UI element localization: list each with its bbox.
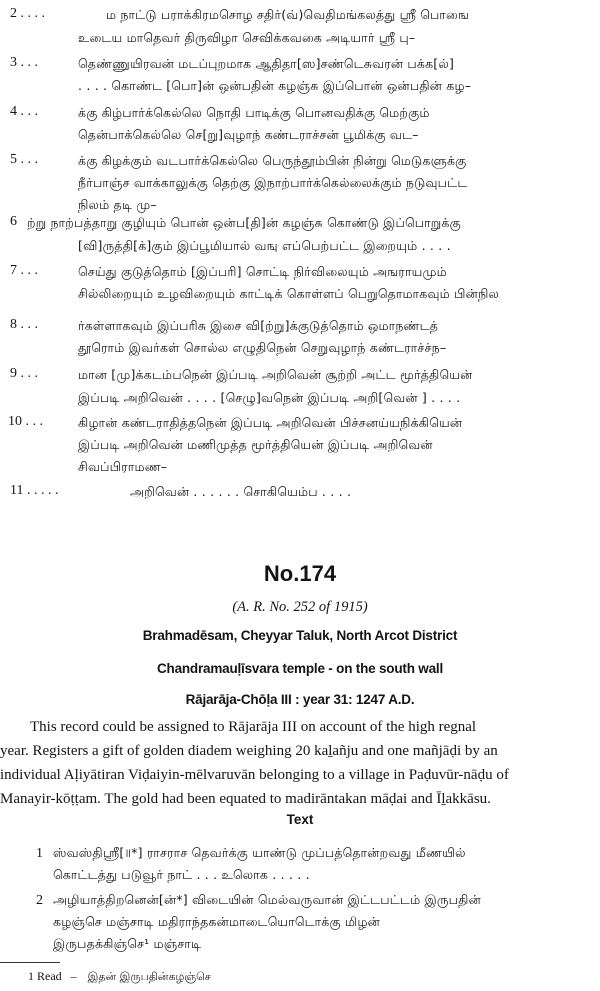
tamil-line: ஸ்வஸ்திஸ்ரீ[॥*] ராசராச தெவர்க்கு யாண்டு முப்பத்தொன்றவது மீணயில் — [53, 845, 466, 860]
summary-line: This record could be assigned to Rājarāja III on account of the high regnal — [30, 719, 477, 735]
tamil-line: கழஞ்செ மஞ்சாடி மதிராந்தகன்மாடையொடொக்கு மிழன் — [53, 914, 380, 929]
tamil-line: உடைய மாதெவர் திருவிழா செவிக்கவகை அடியார் ஸ்ரீ பு– — [78, 30, 416, 45]
record-king-date: Rājarāja-Chōḷa III : year 31: 1247 A.D. — [185, 692, 415, 707]
tamil-line: தூரொம் இவர்கள் சொல்ல எழுதிநென் செறுவுழாந் கண்டராச்ச்ந– — [78, 340, 447, 355]
tamil-line: நீர்பாஞ்ச வாக்காலுக்கு தெற்கு இநாற்பார்க்கெல்லைக்கும் நடுவுபட்ட — [78, 175, 468, 190]
summary-line: Manayir-kōṭṭam. The gold had been equated to madirāntakan māḍai and Īḻakkāsu. — [0, 791, 491, 807]
tamil-line: தென்பாக்கெல்லெ செ[று]வுழாந் கண்டராச்சன் பூமிக்கு வட– — [78, 127, 419, 142]
tamil-line: . . . . கொண்ட [பொ]ன் ஒன்பதின் கழஞ்சு இப்பொன் ஒன்பதின் கழ– — [78, 78, 472, 93]
line-number: 8 . . . — [10, 317, 38, 332]
tamil-line: இருபதக்கிஞ்செ¹ மஞ்சாடி — [53, 936, 202, 951]
tamil-line: [வி]ருத்தி[க்]கும் இப்பூமியால் வஙு எப்பெற்பட்ட இறையும் . . . . — [78, 238, 451, 253]
line-number: 3 . . . — [10, 55, 38, 70]
tamil-line: கிழான் கண்டராதித்தநென் இப்படி அறிவென் பிச்சனய்யநிக்கியென் — [78, 415, 463, 430]
line-number: 6 — [10, 214, 17, 229]
record-place: Brahmadēsam, Cheyyar Taluk, North Arcot District — [142, 628, 458, 643]
footnote-text: இதன் இருபதின்கழஞ்செ — [87, 970, 211, 983]
tamil-line: கொட்டத்து படுவூர் நாட் . . . உலொக . . . . . — [53, 867, 310, 882]
tamil-line: ர்கள்ளாகவும் இப்பரிசு இசை வி[ற்று]க்குடுத்தொம் ஒமாநண்டத் — [78, 318, 439, 333]
annual-report-reference: (A. R. No. 252 of 1915) — [232, 599, 368, 615]
tamil-line: செய்து குடுத்தொம் [இப்பரி] சொட்டி நிர்விலையும் அஙராயமும் — [78, 264, 447, 279]
line-number: 1 — [36, 846, 43, 861]
line-number: 11 . . . . . — [10, 483, 59, 498]
tamil-line: ம நாட்டு பராக்கிரமசொழ சதிர்(வ்)வெதிமங்கலத்து ஸ்ரீ பொஙை — [106, 7, 469, 22]
record-temple: Chandramauḷīsvara temple - on the south wall — [156, 661, 443, 676]
line-number: 2 — [36, 893, 43, 908]
footnote — [28, 969, 211, 985]
line-number: 7 . . . — [10, 263, 38, 278]
tamil-line: சிவப்பிராமண– — [78, 459, 168, 474]
footnote-label: 1 Read — [28, 969, 62, 983]
text-heading: Text — [286, 812, 314, 827]
tamil-line: க்கு கிழக்கும் வடபார்க்கெல்லெ பெருந்தூம்பின் நின்று மெடுகளுக்கு — [78, 153, 467, 168]
line-number: 10 . . . — [8, 414, 43, 429]
tamil-line: அழியாத்திறனென்[ன்*] விடையின் மெல்வருவான் இட்டபட்டம் இருபதின் — [53, 892, 481, 907]
tamil-line: தெண்ணுயிரவன் மடப்புறமாக ஆதிதா[ஸ]சண்டெசுவரன் பக்க[ல்] — [78, 56, 455, 71]
tamil-line: நிலம் தடி மு– — [78, 197, 157, 212]
line-number: 9 . . . — [10, 366, 38, 381]
tamil-line: இப்படி அறிவென் . . . . [செழு]வநென் இப்படி அறி[வென் ] . . . . — [78, 390, 461, 405]
summary-line: individual Aḷiyātiran Viḍaiyin-mēlvaruvān belonging to a village in Paḍuvūr-nāḍu of — [0, 767, 509, 783]
summary-line: year. Registers a gift of golden diadem weighing 20 kaḻañju and one mañjāḍi by an — [0, 743, 498, 759]
line-number: 2 . . . . — [10, 6, 45, 21]
tamil-line: மான [மு]க்கடம்பநென் இப்படி அறிவென் சூற்றி அட்ட மூர்த்தியென் — [78, 367, 473, 382]
tamil-line: அறிவென் . . . . . . சொகியெம்ப . . . . — [130, 484, 352, 499]
tamil-line: க்கு கிழ்பார்க்கெல்லெ நொதி பாடிக்கு பொனவதிக்கு மெற்கும் — [78, 105, 430, 120]
line-number: 5 . . . — [10, 152, 38, 167]
tamil-line: சில்லிறையும் உழவிறையும் காட்டிக் கொள்ளப் பெறுதொமாகவும் பின்நில — [78, 286, 500, 301]
tamil-line: ற்று நாற்பத்தாறு குழியும் பொன் ஒன்ப[தி]ன் கழஞ்சு கொண்டு இப்பொறுக்கு — [27, 215, 461, 230]
tamil-line: இப்படி அறிவென் மணிமுத்த மூர்த்தியென் இப்படி அறிவென் — [78, 437, 433, 452]
line-number: 4 . . . — [10, 104, 38, 119]
record-number: No.174 — [263, 561, 337, 586]
footnote-dash: – — [70, 969, 77, 983]
footnote-rule — [0, 962, 60, 963]
record-summary — [0, 715, 593, 811]
